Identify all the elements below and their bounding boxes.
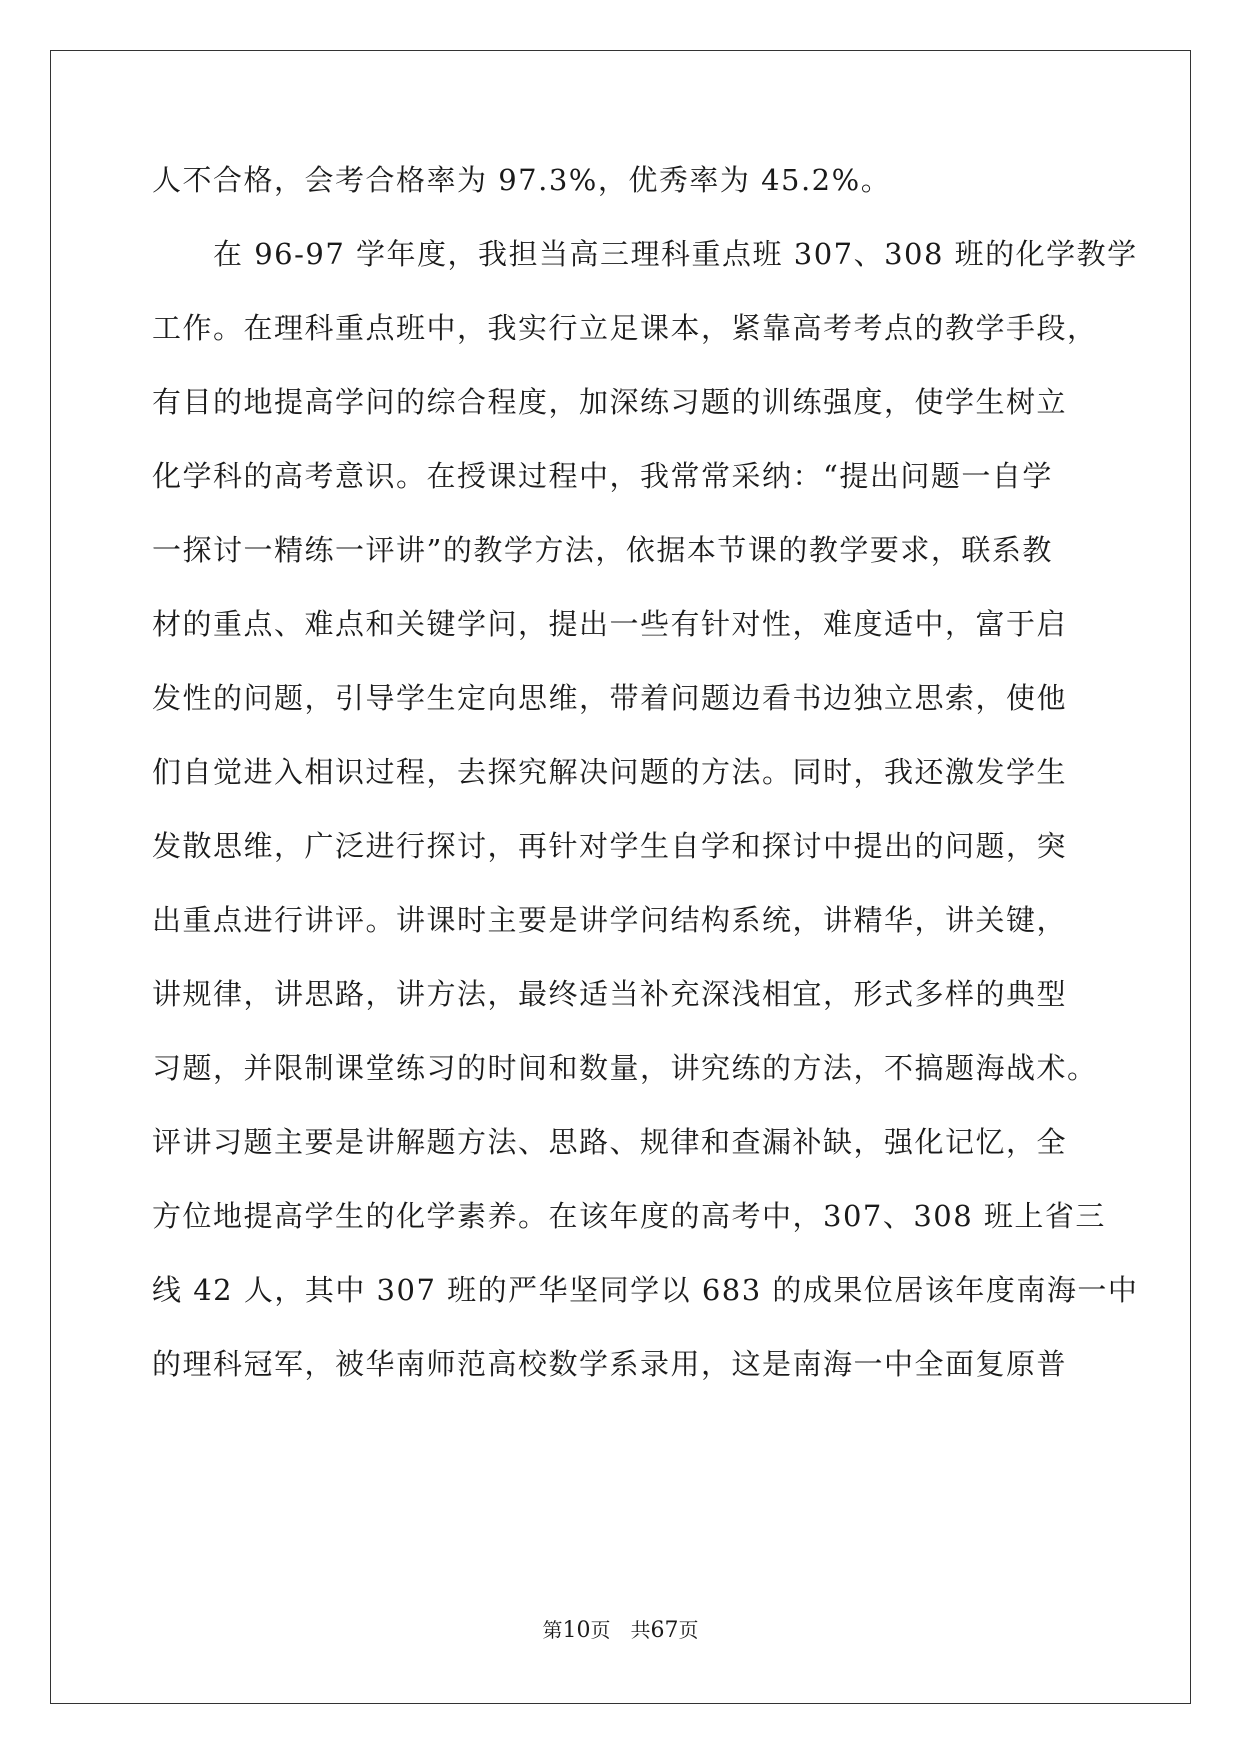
text-line: 一探讨一精练一评讲”的教学方法，依据本节课的教学要求，联系教 — [152, 533, 1053, 567]
text-line: 材的重点、难点和关键学问，提出一些有针对性，难度适中，富于启 — [152, 607, 1068, 641]
text-line: 人不合格，会考合格率为 97.3%，优秀率为 45.2%。 — [152, 163, 892, 197]
text-line: 工作。在理科重点班中，我实行立足课本，紧靠高考考点的教学手段， — [152, 311, 1098, 345]
text-line: 们自觉进入相识过程，去探究解决问题的方法。同时，我还激发学生 — [152, 755, 1068, 789]
text-line: 在 96-97 学年度，我担当高三理科重点班 307、308 班的化学教学 — [152, 237, 1138, 271]
text-line: 化学科的高考意识。在授课过程中，我常常采纳：“提出问题一自学 — [152, 459, 1053, 493]
text-line: 的理科冠军，被华南师范高校数学系录用，这是南海一中全面复原普 — [152, 1347, 1068, 1381]
total-page-number: 67 — [650, 1618, 679, 1643]
text-line: 评讲习题主要是讲解题方法、思路、规律和查漏补缺，强化记忆，全 — [152, 1125, 1068, 1159]
text-line: 发散思维，广泛进行探讨，再针对学生自学和探讨中提出的问题，突 — [152, 829, 1068, 863]
text-line: 出重点进行讲评。讲课时主要是讲学问结构系统，讲精华，讲关键， — [152, 903, 1068, 937]
text-line: 方位地提高学生的化学素养。在该年度的高考中，307、308 班上省三 — [152, 1199, 1106, 1233]
text-line: 线 42 人，其中 307 班的严华坚同学以 683 的成果位居该年度南海一中 — [152, 1273, 1139, 1307]
page-footer — [0, 1618, 1241, 1643]
current-page-number: 10 — [562, 1618, 591, 1643]
text-line: 有目的地提高学问的综合程度，加深练习题的训练强度，使学生树立 — [152, 385, 1068, 419]
page-number-prefix: 第 — [542, 1618, 563, 1642]
text-line: 发性的问题，引导学生定向思维，带着问题边看书边独立思索，使他 — [152, 681, 1068, 715]
page-number-suffix: 页 — [678, 1618, 699, 1642]
page-number-mid: 页 共 — [590, 1618, 651, 1642]
text-line: 习题，并限制课堂练习的时间和数量，讲究练的方法，不搞题海战术。 — [152, 1051, 1098, 1085]
page-border — [50, 50, 1191, 1704]
text-line: 讲规律，讲思路，讲方法，最终适当补充深浅相宜，形式多样的典型 — [152, 977, 1068, 1011]
